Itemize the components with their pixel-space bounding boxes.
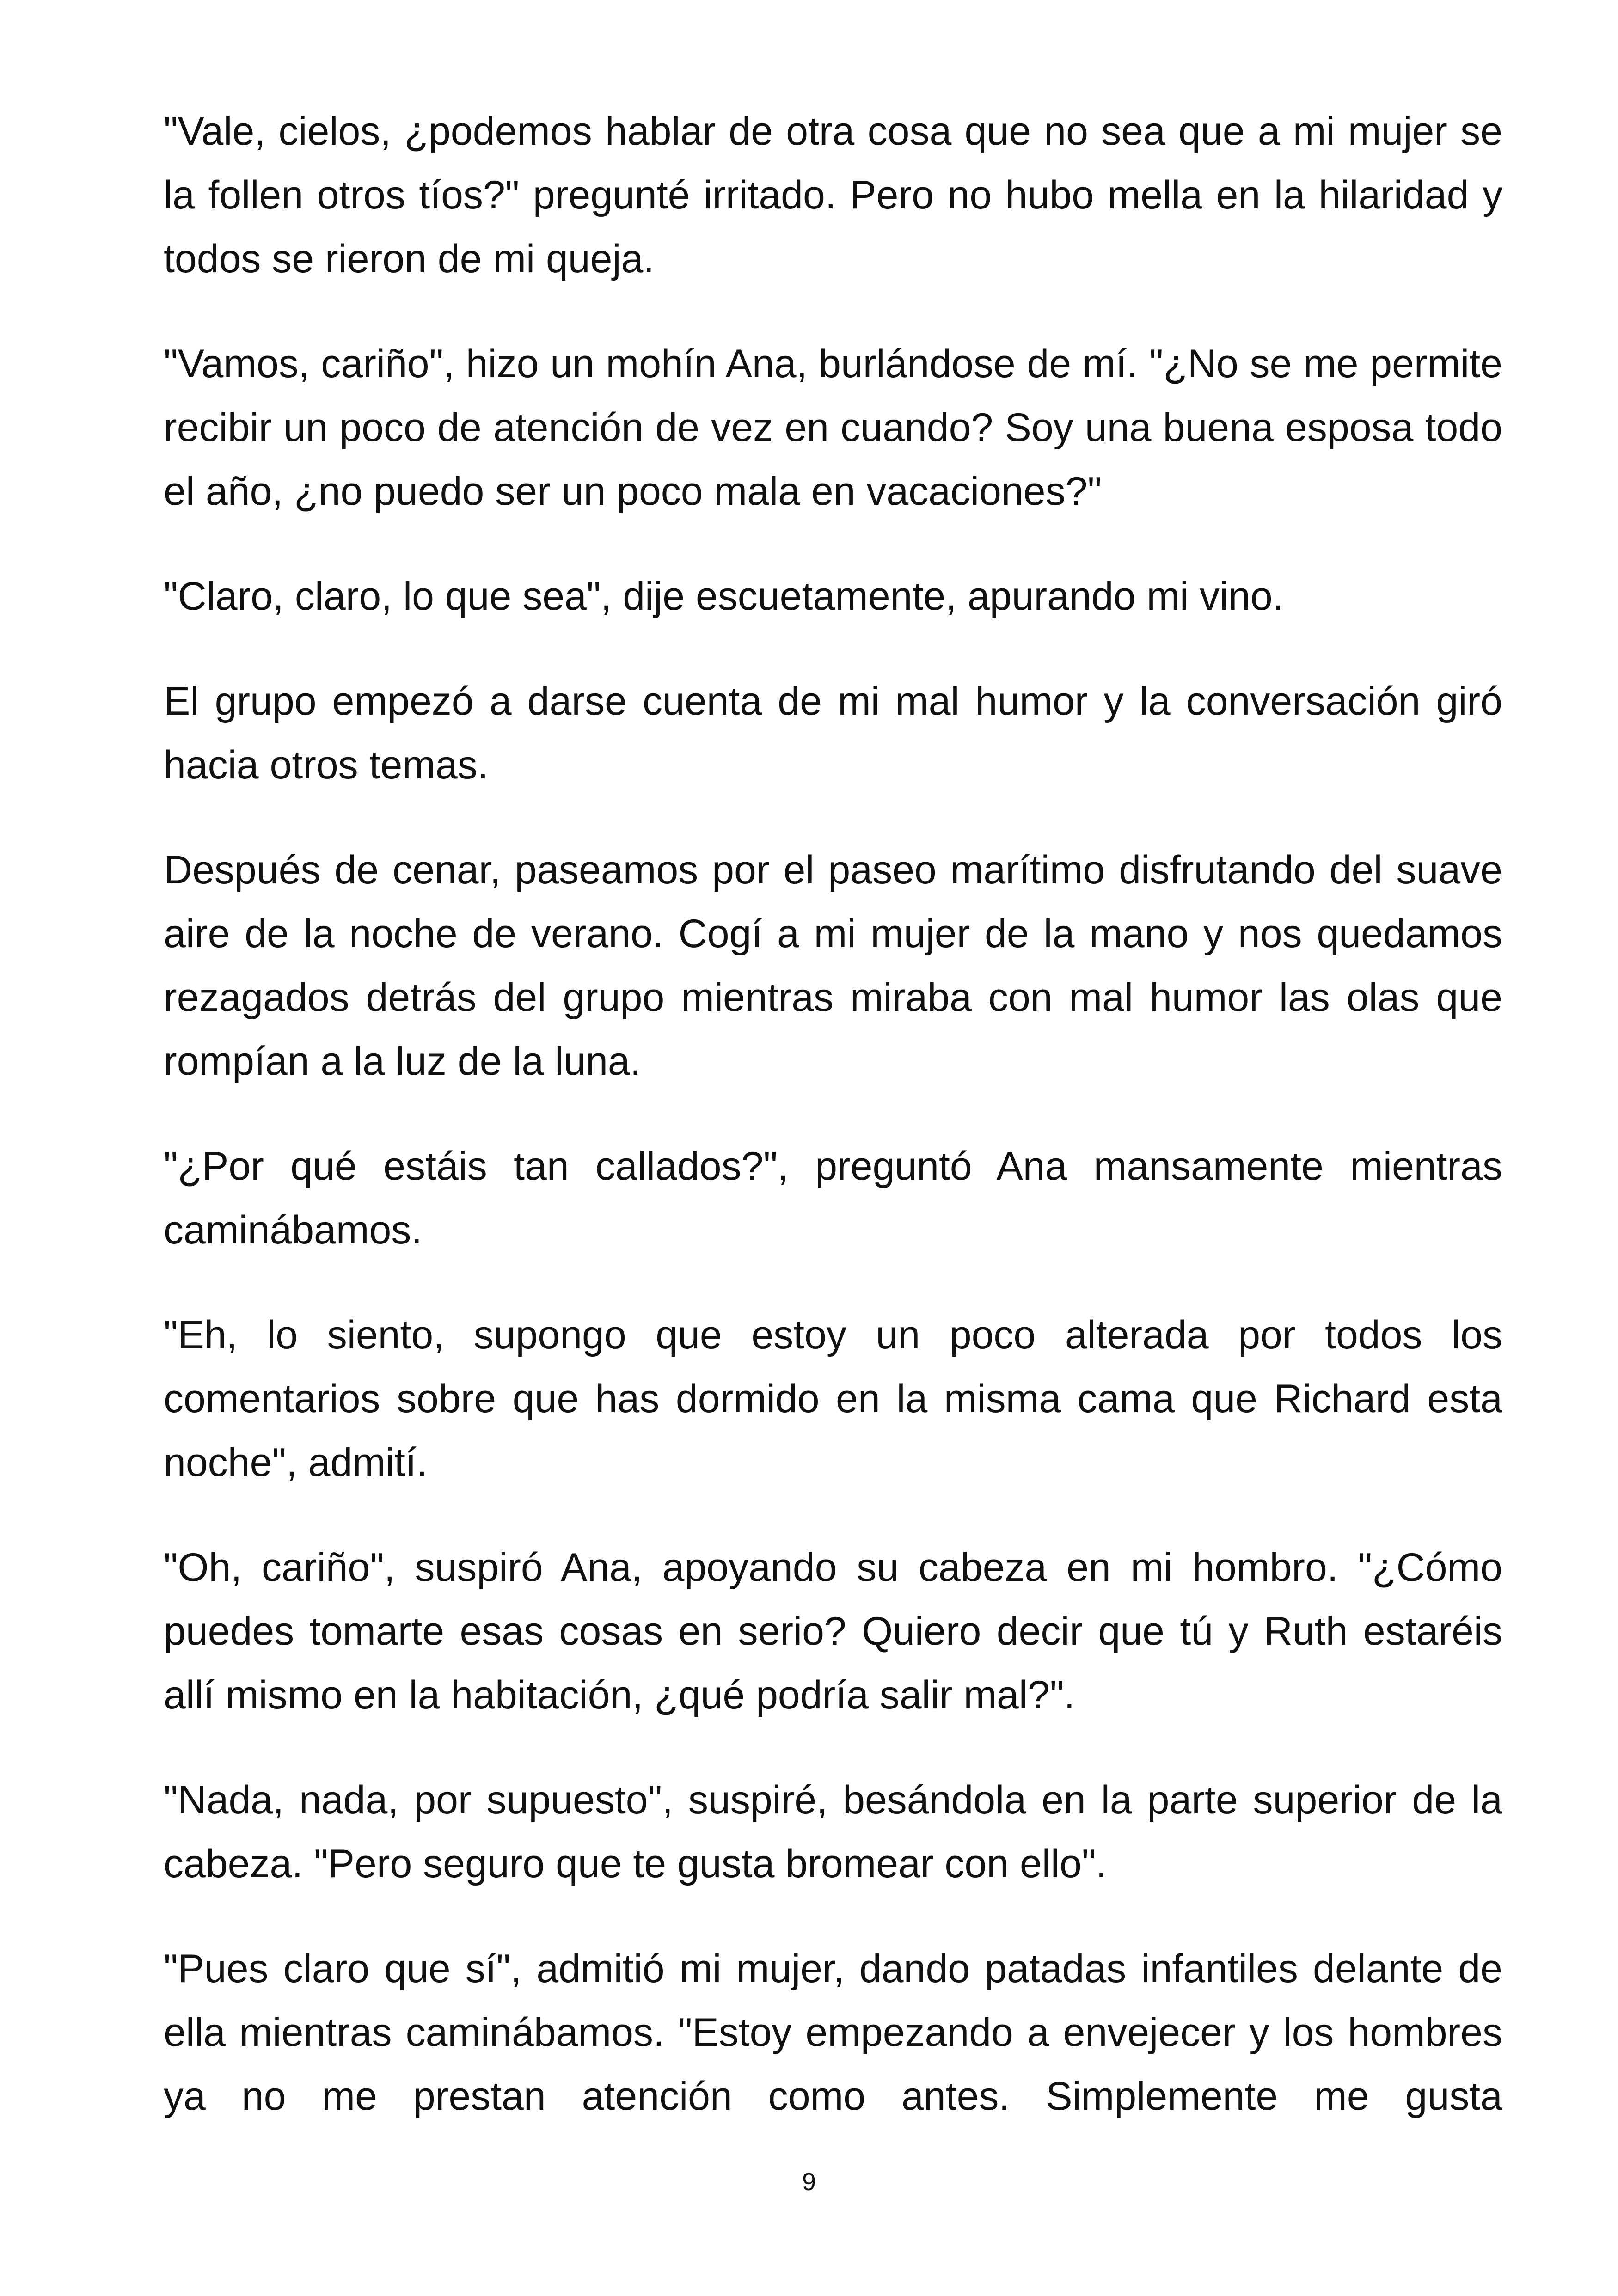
paragraph: "Nada, nada, por supuesto", suspiré, besándola en la parte superior de la cabeza. "Pero seguro que te gusta bromear con ello". xyxy=(164,1778,1502,1886)
paragraph: "Oh, cariño", suspiró Ana, apoyando su cabeza en mi hombro. "¿Cómo puedes tomarte esas cosas en serio? Quiero decir que tú y Ruth estaréis allí mismo en la habitación, ¿qué podría salir mal?". xyxy=(164,1545,1502,1717)
paragraph: El grupo empezó a darse cuenta de mi mal humor y la conversación giró hacia otros temas. xyxy=(164,679,1502,787)
paragraph: "Vamos, cariño", hizo un mohín Ana, burlándose de mí. "¿No se me permite recibir un poco de atención de vez en cuando? Soy una buena esposa todo el año, ¿no puedo ser un poco mala en vacaciones?" xyxy=(164,342,1502,514)
paragraph: "Pues claro que sí", admitió mi mujer, dando patadas infantiles delante de ella mientras caminábamos. "Estoy empezando a envejecer y los hombres ya no me prestan atención como antes. Simplemente me gusta xyxy=(164,1947,1502,2118)
paragraph: "¿Por qué estáis tan callados?", preguntó Ana mansamente mientras caminábamos. xyxy=(164,1144,1502,1252)
paragraph: "Vale, cielos, ¿podemos hablar de otra cosa que no sea que a mi mujer se la follen otros tíos?" pregunté irritado. Pero no hubo mella en la hilaridad y todos se rieron de mi queja. xyxy=(164,109,1502,281)
page-number: 9 xyxy=(802,2168,816,2196)
paragraph: "Claro, claro, lo que sea", dije escuetamente, apurando mi vino. xyxy=(164,574,1284,618)
paragraph: "Eh, lo siento, supongo que estoy un poco alterada por todos los comentarios sobre que has dormido en la misma cama que Richard esta noche", admití. xyxy=(164,1313,1502,1485)
paragraph: Después de cenar, paseamos por el paseo marítimo disfrutando del suave aire de la noche de verano. Cogí a mi mujer de la mano y nos quedamos rezagados detrás del grupo mientras miraba con mal humor las olas que rompían a la luz de la luna. xyxy=(164,848,1502,1084)
body-text xyxy=(164,99,1502,2169)
